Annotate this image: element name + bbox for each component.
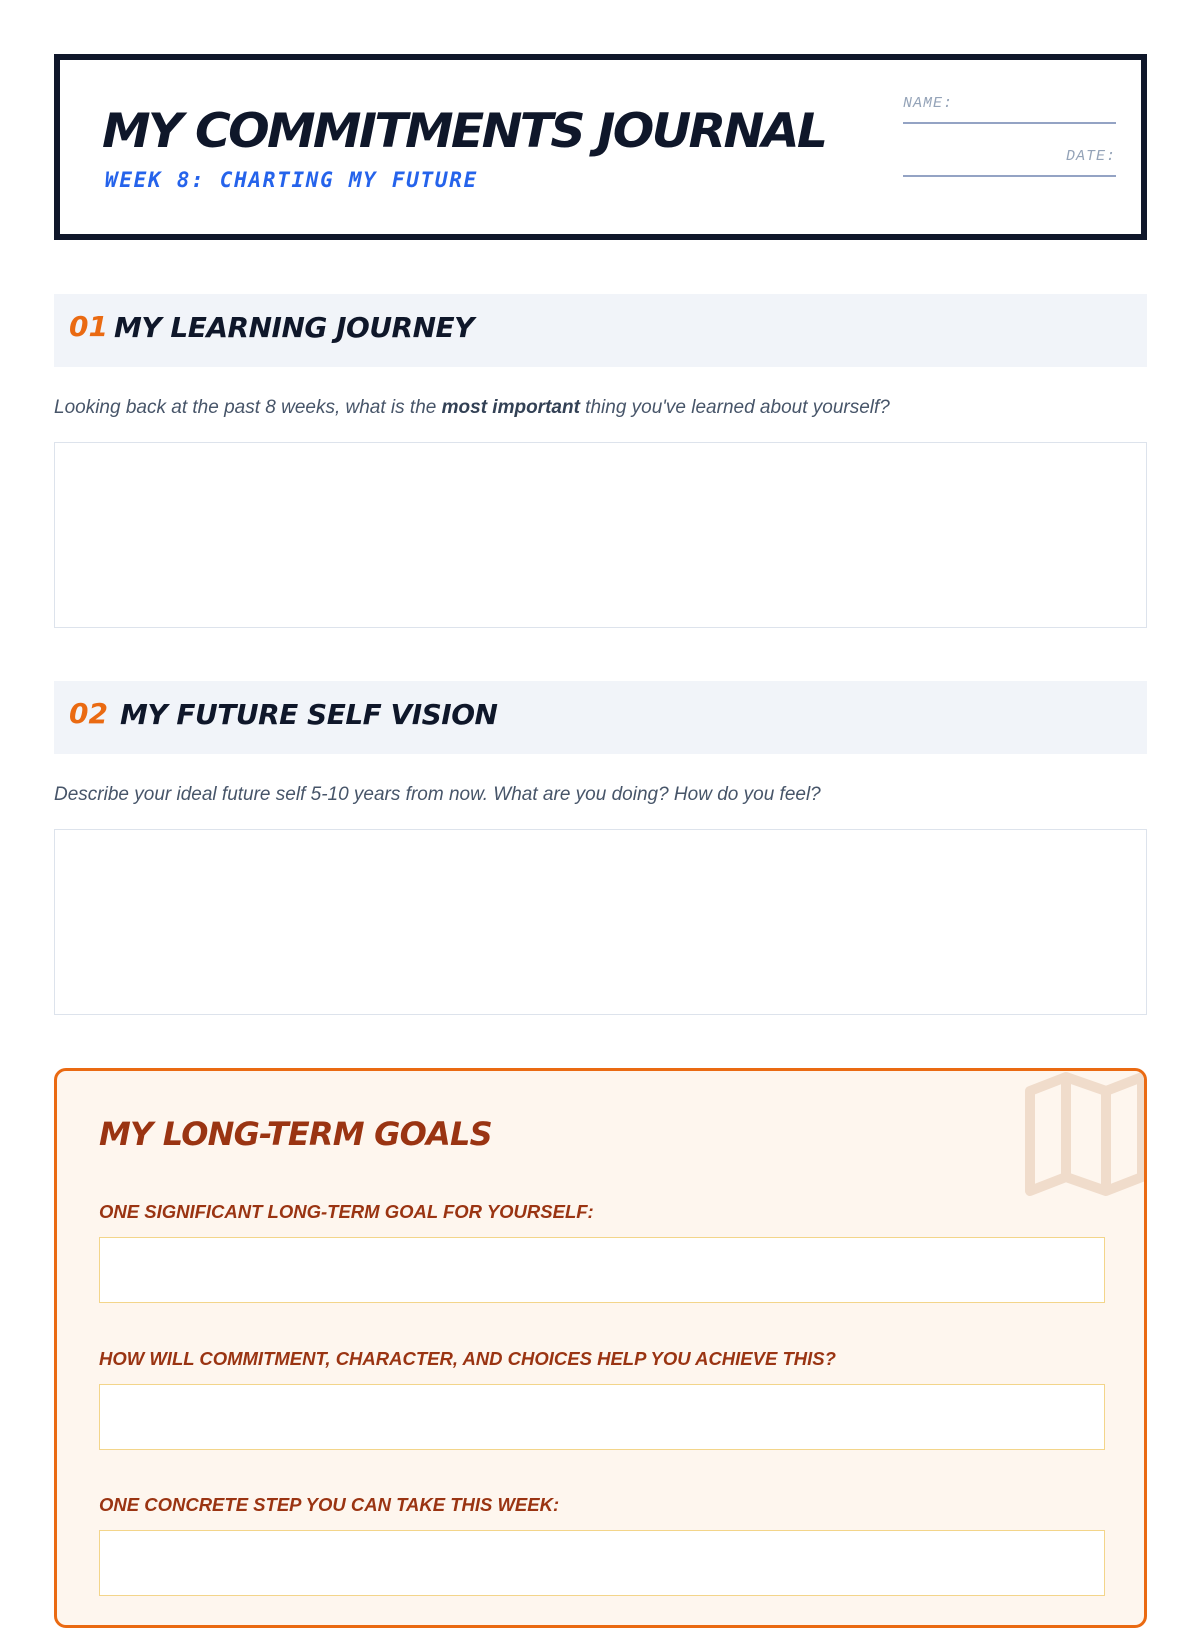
section-title: MY FUTURE SELF VISION: [120, 698, 498, 731]
name-field[interactable]: [903, 92, 1116, 124]
journal-header: [54, 54, 1147, 240]
section-title: MY LEARNING JOURNEY: [114, 311, 474, 344]
section-number: 01: [69, 310, 108, 343]
section-header-future-self-vision: [54, 681, 1147, 754]
page-subtitle: WEEK 8: CHARTING MY FUTURE: [105, 168, 478, 192]
commitment-help-input[interactable]: [99, 1384, 1105, 1450]
section-prompt: [54, 397, 890, 419]
date-label: DATE:: [1065, 148, 1116, 165]
long-term-goal-input[interactable]: [99, 1237, 1105, 1303]
section-number: 02: [69, 697, 108, 730]
page-title: MY COMMITMENTS JOURNAL: [102, 104, 826, 159]
concrete-step-input[interactable]: [99, 1530, 1105, 1596]
goal-label: ONE CONCRETE STEP YOU CAN TAKE THIS WEEK:: [99, 1494, 560, 1515]
date-field[interactable]: [903, 145, 1116, 177]
prompt-emphasis: most important: [441, 397, 580, 418]
map-icon: [1020, 1069, 1147, 1199]
section-header-learning-journey: [54, 294, 1147, 367]
goal-label: HOW WILL COMMITMENT, CHARACTER, AND CHOICES HELP YOU ACHIEVE THIS?: [99, 1348, 836, 1369]
learning-journey-answer-box[interactable]: [54, 442, 1147, 628]
name-label: NAME:: [903, 95, 954, 112]
section-prompt: Describe your ideal future self 5-10 years from now. What are you doing? How do you feel?: [54, 784, 821, 805]
goals-title: MY LONG-TERM GOALS: [99, 1115, 492, 1153]
goal-label: ONE SIGNIFICANT LONG-TERM GOAL FOR YOURSELF:: [99, 1201, 594, 1222]
future-self-answer-box[interactable]: [54, 829, 1147, 1015]
prompt-text: thing you've learned about yourself?: [579, 397, 890, 418]
prompt-text: Looking back at the past 8 weeks, what is the: [54, 397, 442, 418]
long-term-goals-card: [54, 1068, 1147, 1628]
